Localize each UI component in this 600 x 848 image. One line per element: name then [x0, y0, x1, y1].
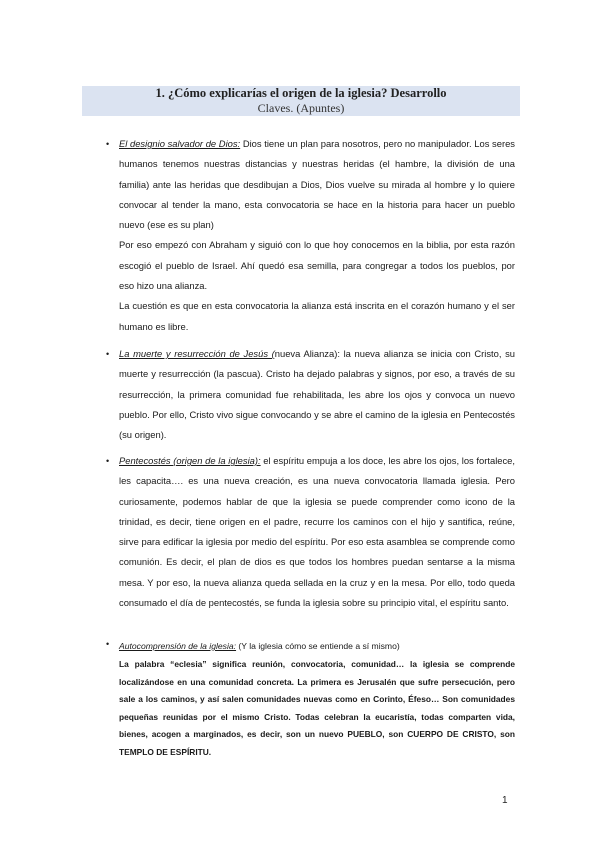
- bullet-icon: •: [106, 456, 110, 466]
- section-paragraph: [119, 134, 515, 235]
- document-title: 1. ¿Cómo explicarías el origen de la iglesia? Desarrollo: [155, 86, 447, 100]
- section-text: Dios tiene un plan para nosotros, pero no manipulador. Los seres humanos tenemos nuestras distancias y nuestras heridas (el hambre, la división de una familia) ante las heridas que desdibujan a Dios, Dios vuelve su mirada al hombre y lo quiere convocar al tender la mano, esta convocatoria se hace en la historia para hacer un pueblo nuevo (ese es su plan): [119, 138, 515, 231]
- section-paragraph: [119, 344, 515, 445]
- section-paragraph: Por eso empezó con Abraham y siguió con lo que hoy conocemos en la biblia, por esta razón escogió el pueblo de Israel. Ahí quedó esa semilla, para congregar a todos los pueblos, por eso hizo una alianza.: [119, 239, 515, 292]
- section-text: nueva Alianza): la nueva alianza se inicia con Cristo, su muerte y resurrección (la pascua). Cristo ha dejado palabras y signos, por eso, a través de su resurrección, la primera comunidad fue rehabilitada, les abre los ojos y convoca un nuevo pueblo. Por ello, Cristo vivo sigue convocando y se abre el camino de la iglesia en Pentecostés (su origen).: [119, 348, 515, 441]
- document-subtitle: Claves. (Apuntes): [257, 101, 345, 115]
- bullet-icon: •: [106, 349, 110, 359]
- section-autocomprension: [106, 636, 515, 762]
- section-muerte-resurreccion: [106, 344, 515, 445]
- section-heading: El designio salvador de Dios:: [119, 138, 241, 149]
- document-title-block: [82, 86, 520, 116]
- section-heading-note: (Y la iglesia cómo se entiende a sí mismo): [236, 641, 400, 651]
- section-heading-line: [119, 636, 515, 656]
- bullet-icon: •: [106, 639, 110, 649]
- section-pentecostes: [106, 451, 515, 613]
- section-paragraph: La cuestión es que en esta convocatoria la alianza está inscrita en el corazón humano y el ser humano es libre.: [119, 300, 515, 332]
- bullet-icon: •: [106, 139, 110, 149]
- section-heading: La muerte y resurrección de Jesús (: [119, 348, 275, 359]
- page-number: 1: [502, 795, 508, 806]
- section-paragraph: [119, 451, 515, 613]
- section-designio: [106, 134, 515, 337]
- section-heading: Pentecostés (origen de la iglesia):: [119, 455, 261, 466]
- section-paragraph: La palabra “eclesia” significa reunión, convocatoria, comunidad… la iglesia se comprende localizándose en una comunidad concreta. La primera es Jerusalén que sufre persecución, pero sale a los caminos, y así salen comunidades nuevas como en Corinto, Éfeso… Son comunidades pequeñas reunidas por el mismo Cristo. Todas celebran la eucaristía, todas comparten vida, bienes, acogen a marginados, es decir, son un nuevo PUEBLO, son CUERPO DE CRISTO, son TEMPLO DE ESPÍRITU.: [119, 659, 515, 757]
- section-text: el espíritu empuja a los doce, les abre los ojos, los fortalece, les capacita…. es una nueva creación, es una nueva convocatoria llamada iglesia. Pero curiosamente, podemos hablar de que la iglesia se puede comprender como icono de la trinidad, es decir, tiene origen en el padre, recurre los caminos con el hijo y santifica, reúne, sirve para edificar la iglesia por medio del espíritu. Por eso esta asamblea se comprende como comunión. Es decir, el plan de dios es que todos los hombres puedan sentarse a la misma mesa. Y por eso, la nueva alianza queda sellada en la cruz y en la mesa. Por ello, todo queda consumado el día de pentecostés, se funda la iglesia sobre su principio vital, el espíritu santo.: [119, 455, 515, 609]
- section-heading: Autocomprensión de la iglesia:: [119, 641, 237, 651]
